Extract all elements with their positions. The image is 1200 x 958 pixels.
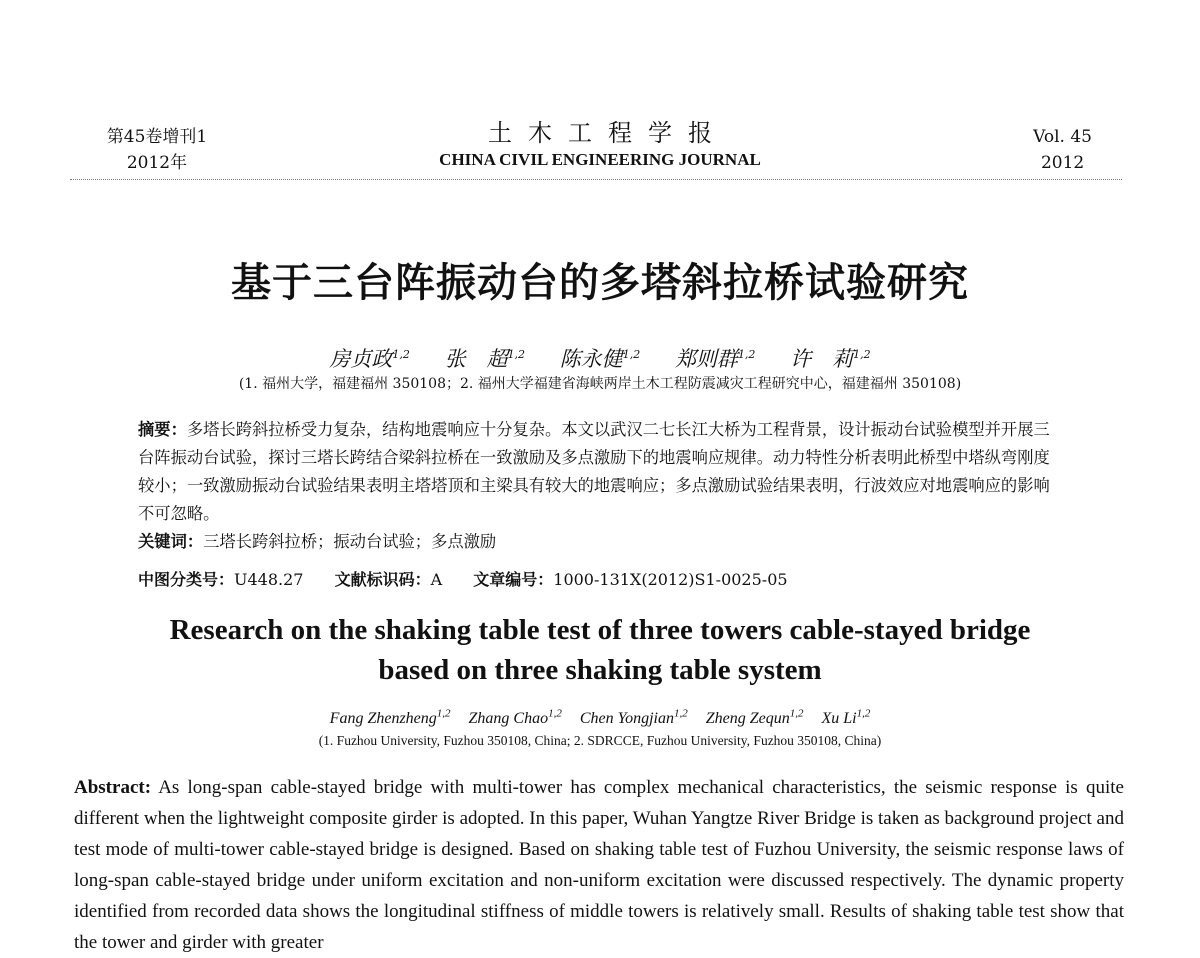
author-en (706, 710, 804, 727)
header-divider (70, 179, 1122, 180)
author-name: 房贞政 (329, 347, 393, 371)
author-en (821, 710, 870, 727)
keywords-cn-label: 关键词： (138, 532, 204, 551)
abstract-cn-text: 多塔长跨斜拉桥受力复杂，结构地震响应十分复杂。本文以武汉二七长江大桥为工程背景，设计振动台试验模型并开展三台阵振动台试验，探讨三塔长跨结合梁斜拉桥在一致激励及多点激励下的地震响应规律。动力特性分析表明此桥型中塔纵弯刚度较小；一致激励振动台试验结果表明主塔塔顶和主梁具有较大的地震响应；多点激励试验结果表明，行波效应对地震响应的影响不可忽略。 (138, 420, 1050, 523)
doc-code-value: A (430, 570, 443, 589)
clc-label: 中图分类号： (138, 570, 235, 589)
paper-title-en-line2: based on three shaking table system (378, 654, 822, 686)
author-affil-mark: 1,2 (737, 348, 756, 361)
author-name: 许 莉 (790, 347, 854, 371)
keywords-cn-text: 三塔长跨斜拉桥；振动台试验；多点激励 (203, 532, 497, 551)
issue-volume: 第45卷增刊1 (106, 127, 208, 147)
journal-name-en: CHINA CIVIL ENGINEERING JOURNAL (439, 150, 761, 169)
author-affil-mark: 1,2 (622, 348, 641, 361)
abstract-cn (138, 416, 1058, 556)
author-cn (675, 347, 756, 371)
paper-title-en (0, 610, 1200, 690)
author-affil-mark: 1,2 (507, 348, 526, 361)
keywords-cn (138, 528, 1058, 556)
author-name: Xu Li (821, 710, 857, 728)
author-cn (329, 347, 410, 371)
volume-year: 2012 (1040, 153, 1085, 173)
author-affil-mark: 1,2 (856, 708, 871, 720)
author-name: Fang Zhenzheng (329, 710, 437, 728)
paper-title-en-line1: Research on the shaking table test of three towers cable-stayed bridge (169, 614, 1031, 646)
author-name: Chen Yongjian (579, 710, 674, 728)
classification-row (138, 568, 788, 592)
author-cn (790, 347, 871, 371)
abstract-en-text: As long-span cable-stayed bridge with multi-tower has complex mechanical characteristics, the seismic response is quite different when the lightweight composite girder is adopted. In this paper, Wuhan Yangtze River Bridge is taken as background project and test mode of multi-tower cable-stayed bridge is designed. Based on shaking table test of Fuzhou University, the seismic response laws of long-span cable-stayed bridge under uniform excitation and non-uniform excitation were discussed respectively. The dynamic property identified from recorded data shows the longitudinal stiffness of middle towers is relatively small. Results of shaking table test show that the tower and girder with greater (74, 777, 1124, 953)
journal-header (0, 118, 1200, 172)
author-name: Zheng Zequn (705, 710, 790, 728)
abstract-en-label: Abstract: (74, 777, 152, 798)
author-list-en (0, 702, 1200, 731)
volume-number: Vol. 45 (1033, 127, 1092, 147)
author-name: Zhang Chao (468, 710, 549, 728)
issue-year: 2012年 (126, 153, 188, 173)
abstract-cn-body (138, 416, 1058, 528)
clc-value: U448.27 (234, 570, 304, 589)
author-en (330, 710, 451, 727)
author-affil-mark: 1,2 (789, 708, 804, 720)
affiliation-cn: (1. 福州大学，福建福州 350108；2. 福州大学福建省海峡两岸土木工程防震减灾工程研究中心，福建福州 350108) (238, 376, 962, 392)
author-affil-mark: 1,2 (673, 708, 688, 720)
doc-code-label: 文献标识码： (334, 570, 431, 589)
author-cn (560, 347, 641, 371)
author-affil-mark: 1,2 (392, 348, 410, 361)
journal-name-cn: 土木工程学报 (488, 119, 728, 147)
author-name: 郑则群 (674, 347, 738, 371)
abstract-en (74, 772, 1124, 958)
article-number-value: 1000-131X(2012)S1-0025-05 (553, 570, 788, 589)
author-affil-mark: 1,2 (436, 708, 451, 720)
affiliation-en: (1. Fuzhou University, Fuzhou 350108, China; 2. SDRCCE, Fuzhou University, Fuzhou 350108, China) (318, 733, 882, 748)
author-list-cn (0, 340, 1200, 374)
volume-info (1033, 124, 1092, 176)
paper-title-cn: 基于三台阵振动台的多塔斜拉桥试验研究 (231, 260, 969, 306)
author-affil-mark: 1,2 (548, 708, 562, 720)
author-en (469, 710, 562, 727)
abstract-cn-label: 摘要： (138, 420, 187, 439)
author-en (580, 710, 688, 727)
author-cn (445, 347, 526, 371)
author-affil-mark: 1,2 (853, 348, 871, 361)
author-name: 张 超 (444, 347, 508, 371)
article-number-label: 文章编号： (473, 570, 554, 589)
author-name: 陈永健 (559, 347, 623, 371)
